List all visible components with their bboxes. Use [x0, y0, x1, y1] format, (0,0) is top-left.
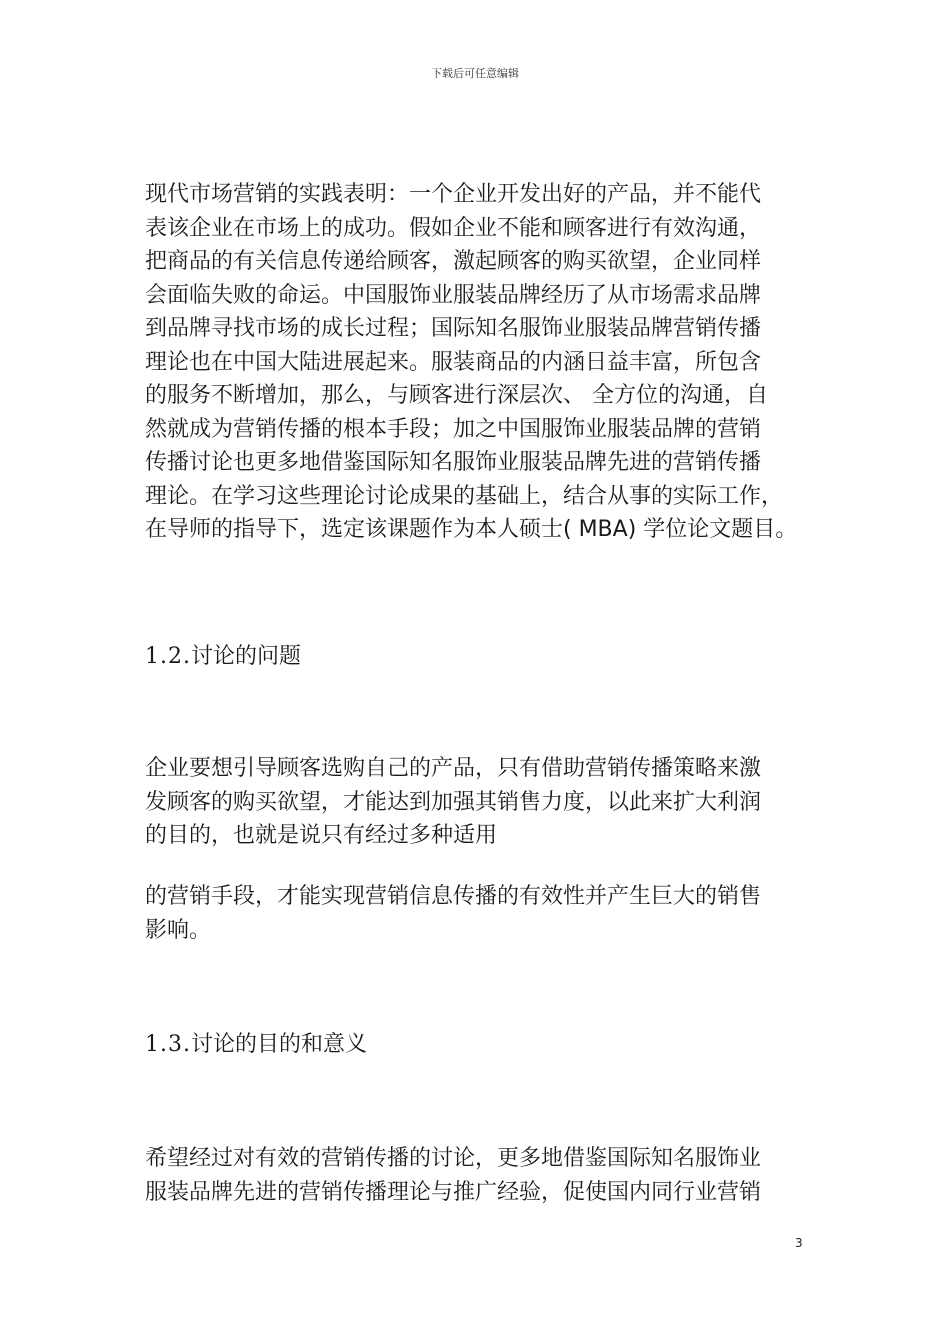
paragraph-2: [145, 752, 825, 853]
text-line: 然就成为营销传播的根本手段；加之中国服饰业服装品牌的营销: [145, 416, 762, 442]
section-number: 1.2.: [145, 644, 191, 669]
text-line: 会面临失败的命运。中国服饰业服装品牌经历了从市场需求品牌: [145, 282, 762, 308]
text-line: 理论也在中国大陆进展起来。服装商品的内涵日益丰富，所包含: [145, 349, 762, 375]
section-heading-1-3: [145, 1030, 367, 1060]
text-line: 的目的，也就是说只有经过多种适用: [145, 823, 498, 848]
section-title: 讨论的目的和意义: [190, 1032, 367, 1057]
text-line: 影响。: [145, 917, 212, 943]
section-heading-1-2: [145, 642, 301, 672]
text-line: 到品牌寻找市场的成长过程；国际知名服饰业服装品牌营销传播: [145, 316, 762, 341]
text-line: 服装品牌先进的营销传播理论与推广经验，促使国内同行业营销: [145, 1179, 762, 1205]
page-number: 3: [795, 1236, 803, 1250]
text-line: 发顾客的购买欲望，才能达到加强其销售力度，以此来扩大利润: [145, 789, 762, 815]
section-title: 讨论的问题: [190, 644, 301, 669]
text-line: 传播讨论也更多地借鉴国际知名服饰业服装品牌先进的营销传播: [145, 450, 762, 475]
text-line: 的服务不断增加，那么，与顾客进行深层次、 全方位的沟通，自: [145, 383, 768, 408]
text-line: 在导师的指导下，选定该课题作为本人硕士( MBA) 学位论文题目。: [145, 517, 798, 542]
text-line: 理论。在学习这些理论讨论成果的基础上，结合从事的实际工作，: [145, 483, 784, 509]
text-line: 现代市场营销的实践表明：一个企业开发出好的产品，并不能代: [145, 182, 762, 207]
page-header: 下载后可任意编辑: [431, 67, 519, 80]
text-line: 表该企业在市场上的成功。假如企业不能和顾客进行有效沟通，: [145, 215, 762, 241]
paragraph-4: [145, 1142, 825, 1209]
paragraph-3: [145, 880, 825, 947]
text-line: 的营销手段，才能实现营销信息传播的有效性并产生巨大的销售: [145, 884, 762, 909]
text-line: 希望经过对有效的营销传播的讨论，更多地借鉴国际知名服饰业: [145, 1146, 762, 1171]
text-line: 把商品的有关信息传递给顾客，激起顾客的购买欲望，企业同样: [145, 249, 762, 274]
section-number: 1.3.: [145, 1032, 191, 1057]
paragraph-1: [145, 178, 825, 547]
text-line: 企业要想引导顾客选购自己的产品，只有借助营销传播策略来激: [145, 756, 762, 781]
